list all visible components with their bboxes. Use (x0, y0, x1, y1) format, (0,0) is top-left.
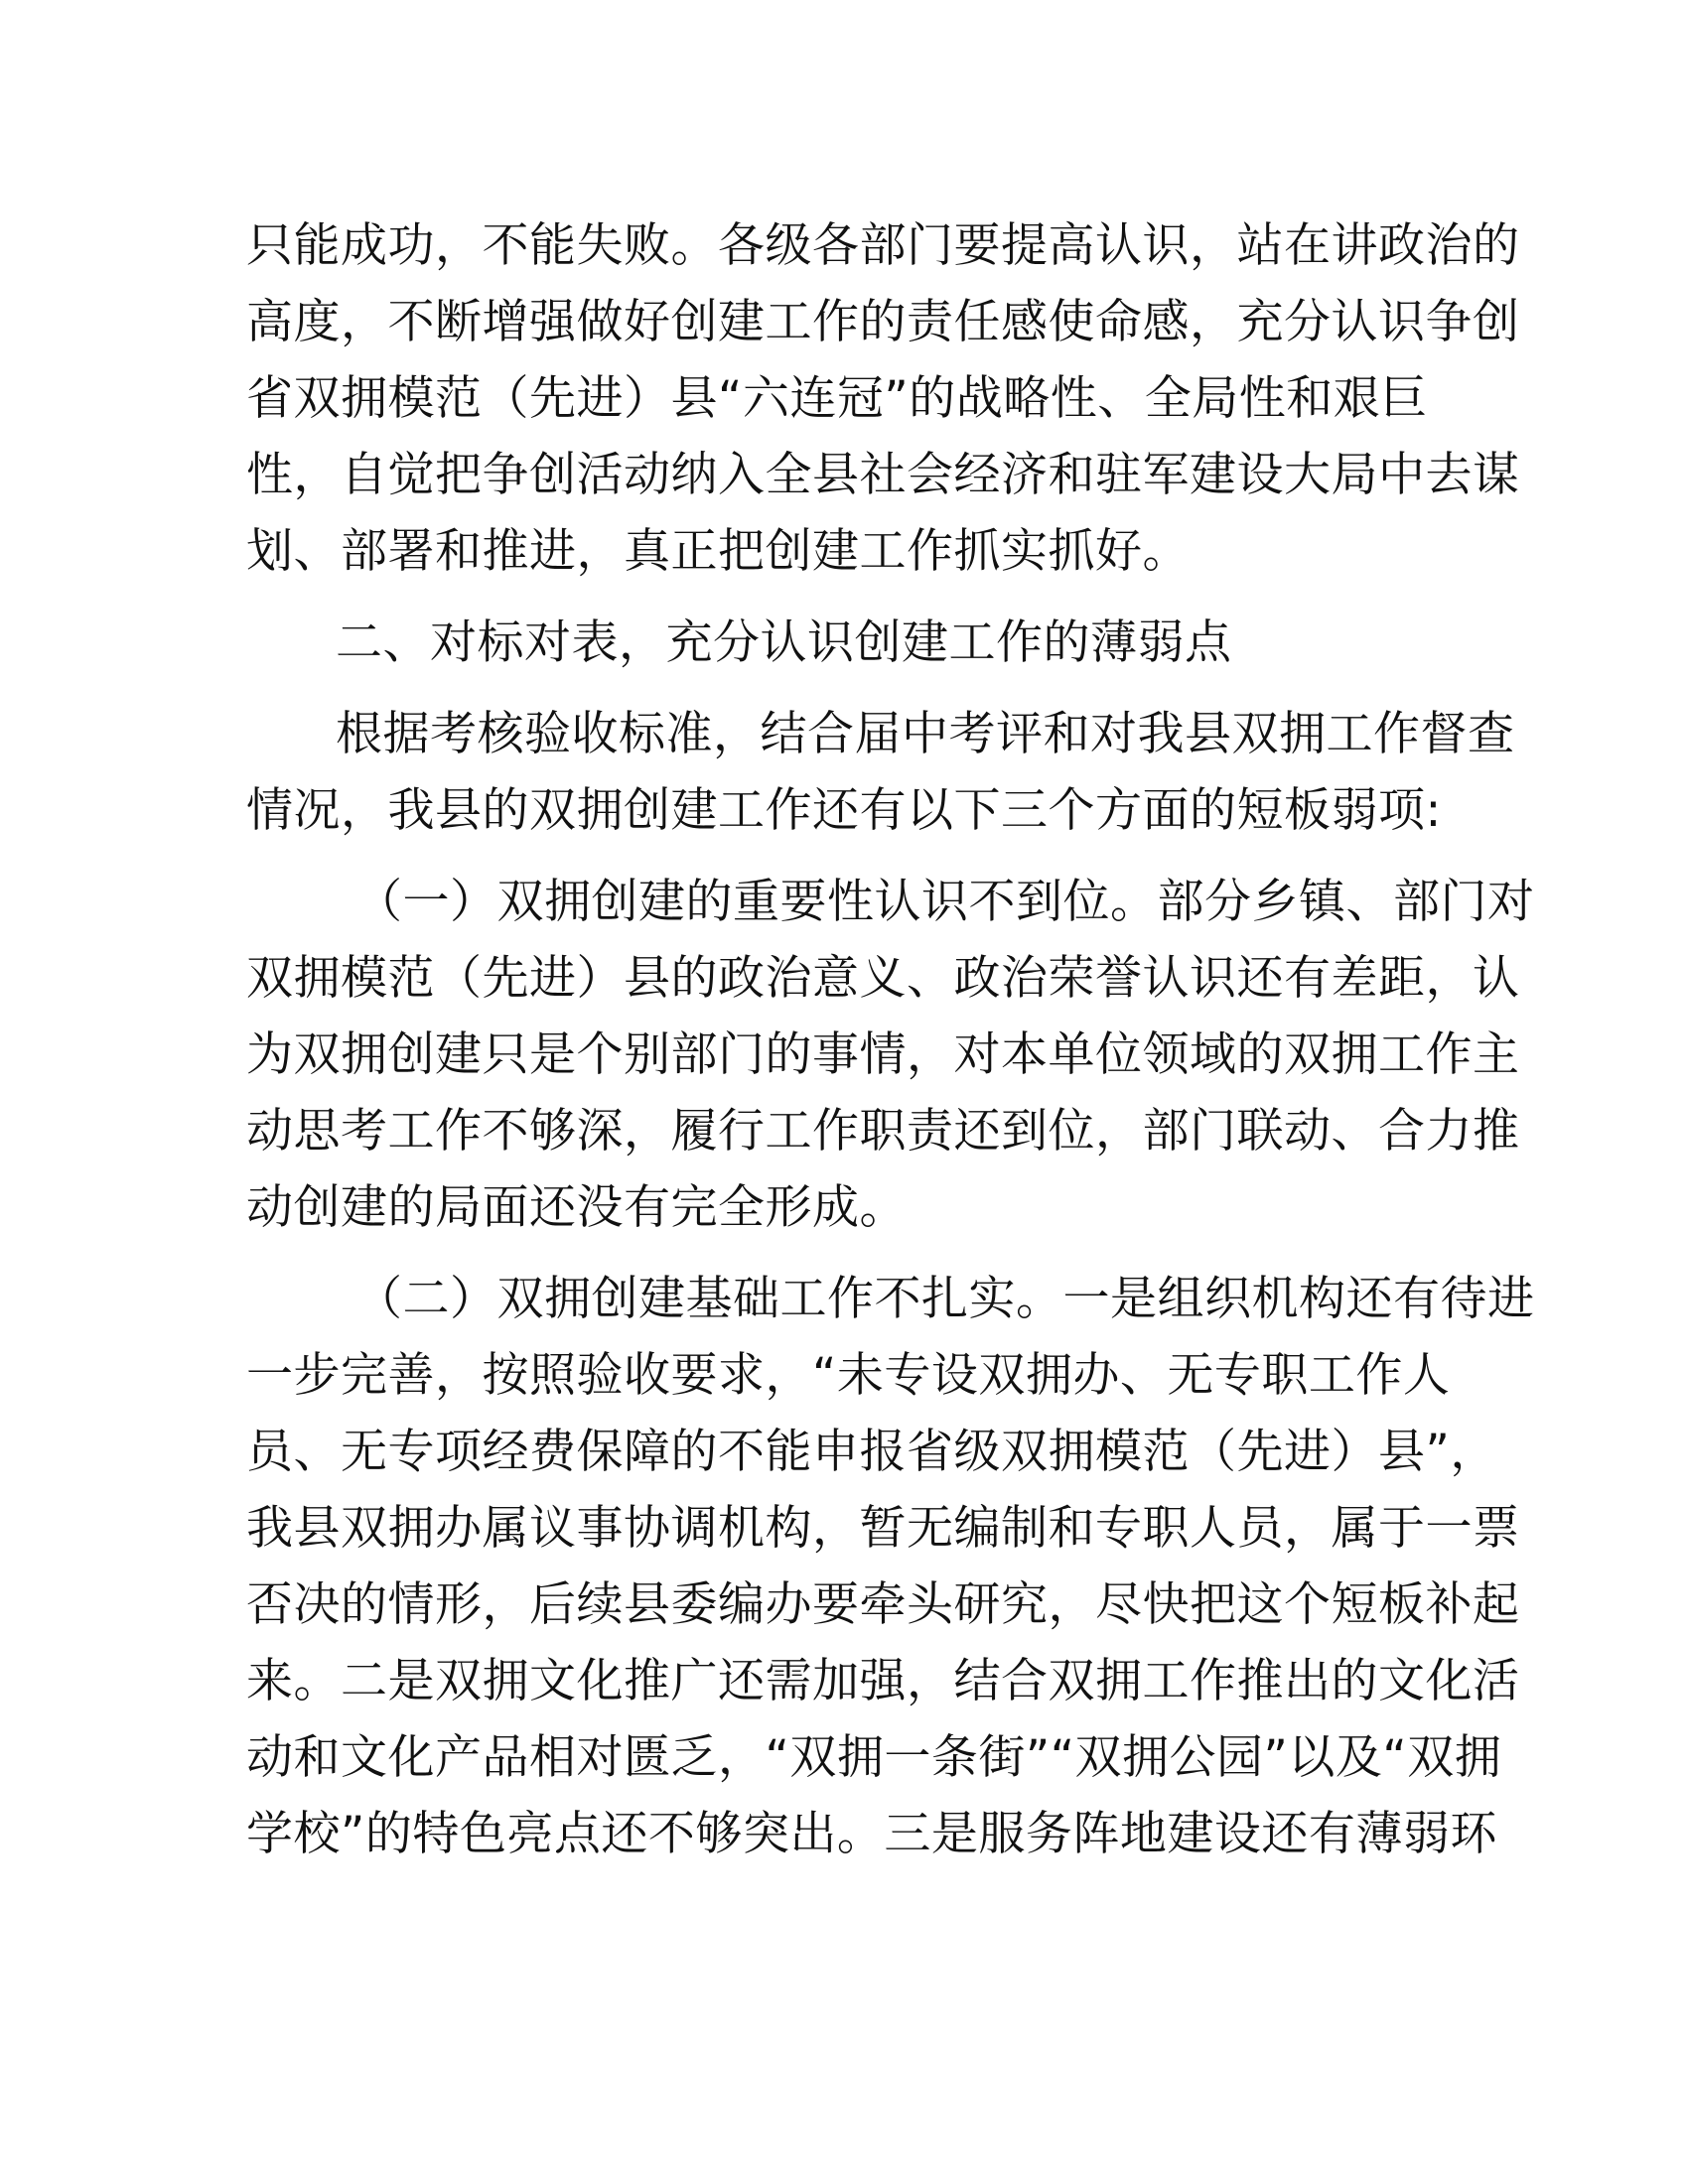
subsection-heading-line: （二）双拥创建基础工作不扎实。一是组织机构还有待进 (355, 1272, 1535, 1326)
body-text-line: 情况，我县的双拥创建工作还有以下三个方面的短板弱项: (246, 783, 1442, 838)
body-text-line: 性，自觉把争创活动纳入全县社会经济和驻军建设大局中去谋 (246, 448, 1520, 502)
body-text-line: 员、无专项经费保障的不能申报省级双拥模范（先进）县”， (246, 1425, 1497, 1479)
subsection-heading-line: （一）双拥创建的重要性认识不到位。部分乡镇、部门对 (355, 875, 1535, 929)
body-text-line: 否决的情形，后续县委编办要牵头研究，尽快把这个短板补起 (246, 1577, 1520, 1632)
body-text-line: 划、部署和推进，真正把创建工作抓实抓好。 (246, 524, 1190, 579)
body-text-line: 只能成功，不能失败。各级各部门要提高认识，站在讲政治的 (246, 218, 1520, 273)
body-text-line: 双拥模范（先进）县的政治意义、政治荣誉认识还有差距，认 (246, 951, 1520, 1006)
body-text-line: 动思考工作不够深，履行工作职责还到位，部门联动、合力推 (246, 1104, 1520, 1159)
body-text-line: 根据考核验收标准，结合届中考评和对我县双拥工作督查 (336, 707, 1515, 761)
section-heading: 二、对标对表，充分认识创建工作的薄弱点 (336, 615, 1232, 670)
body-text-line: 一步完善，按照验收要求，“未专设双拥办、无专职工作人 (246, 1348, 1451, 1403)
body-text-line: 动创建的局面还没有完全形成。 (246, 1180, 907, 1235)
body-text-line: 为双拥创建只是个别部门的事情，对本单位领域的双拥工作主 (246, 1027, 1520, 1082)
body-text-line: 我县双拥办属议事协调机构，暂无编制和专职人员，属于一票 (246, 1501, 1520, 1556)
body-text-line: 来。二是双拥文化推广还需加强，结合双拥工作推出的文化活 (246, 1654, 1520, 1708)
body-text-line: 高度，不断增强做好创建工作的责任感使命感，充分认识争创 (246, 295, 1520, 349)
body-text-line: 省双拥模范（先进）县“六连冠”的战略性、全局性和艰巨 (246, 371, 1428, 426)
body-text-line: 动和文化产品相对匮乏，“双拥一条街”“双拥公园”以及“双拥 (246, 1730, 1502, 1785)
body-text-line: 学校”的特色亮点还不够突出。三是服务阵地建设还有薄弱环 (246, 1807, 1497, 1861)
